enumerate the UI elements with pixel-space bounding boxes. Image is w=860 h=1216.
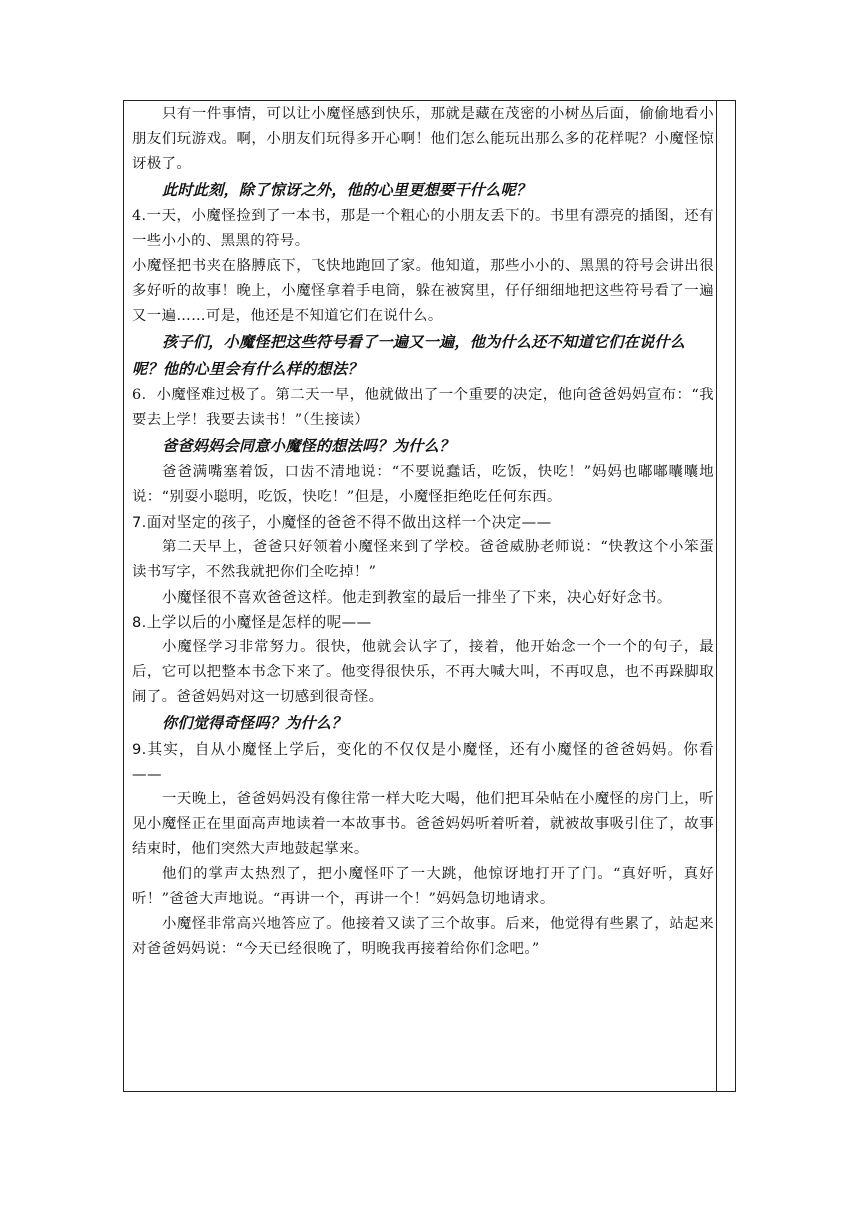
- story-paragraph: 只有一件事情，可以让小魔怪感到快乐，那就是藏在茂密的小树丛后面，偷偷地看小朋友们玩游戏。啊，小朋友们玩得多开心啊！他们怎么能玩出那么多的花样呢？小魔怪惊讶极了。: [132, 106, 714, 172]
- discussion-question: 爸爸妈妈会同意小魔怪的想法吗？为什么？: [162, 437, 455, 455]
- story-paragraph: 小魔怪学习非常努力。很快，他就会认字了，接着，他开始念一个一个的句子，最后，它可以把整本书念下来了。他变得很快乐，不再大喊大叫，不再叹息，也不再跺脚取闹了。爸爸妈妈对这一切感到很奇怪。: [132, 639, 714, 705]
- story-paragraph: 小魔怪非常高兴地答应了。他接着又读了三个故事。后来，他觉得有些累了，站起来对爸爸妈妈说：“今天已经很晚了，明晚我再接着给你们念吧。”: [132, 916, 714, 957]
- story-paragraph: 一天晚上，爸爸妈妈没有像往常一样大吃大喝，他们把耳朵帖在小魔怪的房门上，听见小魔怪正在里面高声地读着一本故事书。爸爸妈妈听着听着，就被故事吸引住了，故事结束时，他们突然大声地鼓起掌来。: [132, 791, 714, 857]
- story-paragraph: 爸爸满嘴塞着饭，口齿不清地说：“不要说蠢话，吃饭，快吃！”妈妈也嘟嘟囔囔地说：“别耍小聪明，吃饭，快吃！”但是，小魔怪拒绝吃任何东西。: [132, 464, 714, 505]
- story-paragraph: 他们的掌声太热烈了，把小魔怪吓了一大跳，他惊讶地打开了门。“真好听，真好听！”爸爸大声地说。“再讲一个，再讲一个！”妈妈急切地请求。: [132, 866, 714, 907]
- discussion-question: 孩子们，小魔怪把这些符号看了一遍又一遍，他为什么还不知道它们在说什么呢？他的心里会有什么样的想法？: [132, 333, 686, 378]
- discussion-question: 你们觉得奇怪吗？为什么？: [162, 714, 347, 732]
- story-paragraph: 4.一天，小魔怪捡到了一本书，那是一个粗心的小朋友丢下的。书里有漂亮的插图，还有一些小小的、黑黑的符号。: [132, 208, 714, 249]
- lesson-content: [132, 102, 714, 962]
- story-paragraph: 8.上学以后的小魔怪是怎样的呢——: [132, 614, 372, 631]
- table-column-divider: [716, 101, 717, 1091]
- story-paragraph: 7.面对坚定的孩子，小魔怪的爸爸不得不做出这样一个决定——: [132, 514, 552, 531]
- document-table: [123, 100, 736, 1092]
- story-paragraph: 小魔怪很不喜欢爸爸这样。他走到教室的最后一排坐了下来，决心好好念书。: [162, 589, 672, 606]
- story-paragraph: 小魔怪把书夹在胳膊底下，飞快地跑回了家。他知道，那些小小的、黑黑的符号会讲出很多好听的故事！晚上，小魔怪拿着手电筒，躲在被窝里，仔仔细细地把这些符号看了一遍又一遍……可是，他还是不知道它们在说什么。: [132, 258, 714, 324]
- discussion-question: 此时此刻，除了惊讶之外，他的心里更想要干什么呢？: [162, 181, 532, 199]
- story-paragraph: 6．小魔怪难过极了。第二天一早，他就做出了一个重要的决定，他向爸爸妈妈宣布：“我要去上学！我要去读书！”（生接读）: [132, 387, 714, 428]
- story-paragraph: 9.其实，自从小魔怪上学后，变化的不仅仅是小魔怪，还有小魔怪的爸爸妈妈。你看——: [132, 741, 714, 783]
- story-paragraph: 第二天早上，爸爸只好领着小魔怪来到了学校。爸爸威胁老师说：“快教这个小笨蛋读书写字，不然我就把你们全吃掉！”: [132, 539, 714, 580]
